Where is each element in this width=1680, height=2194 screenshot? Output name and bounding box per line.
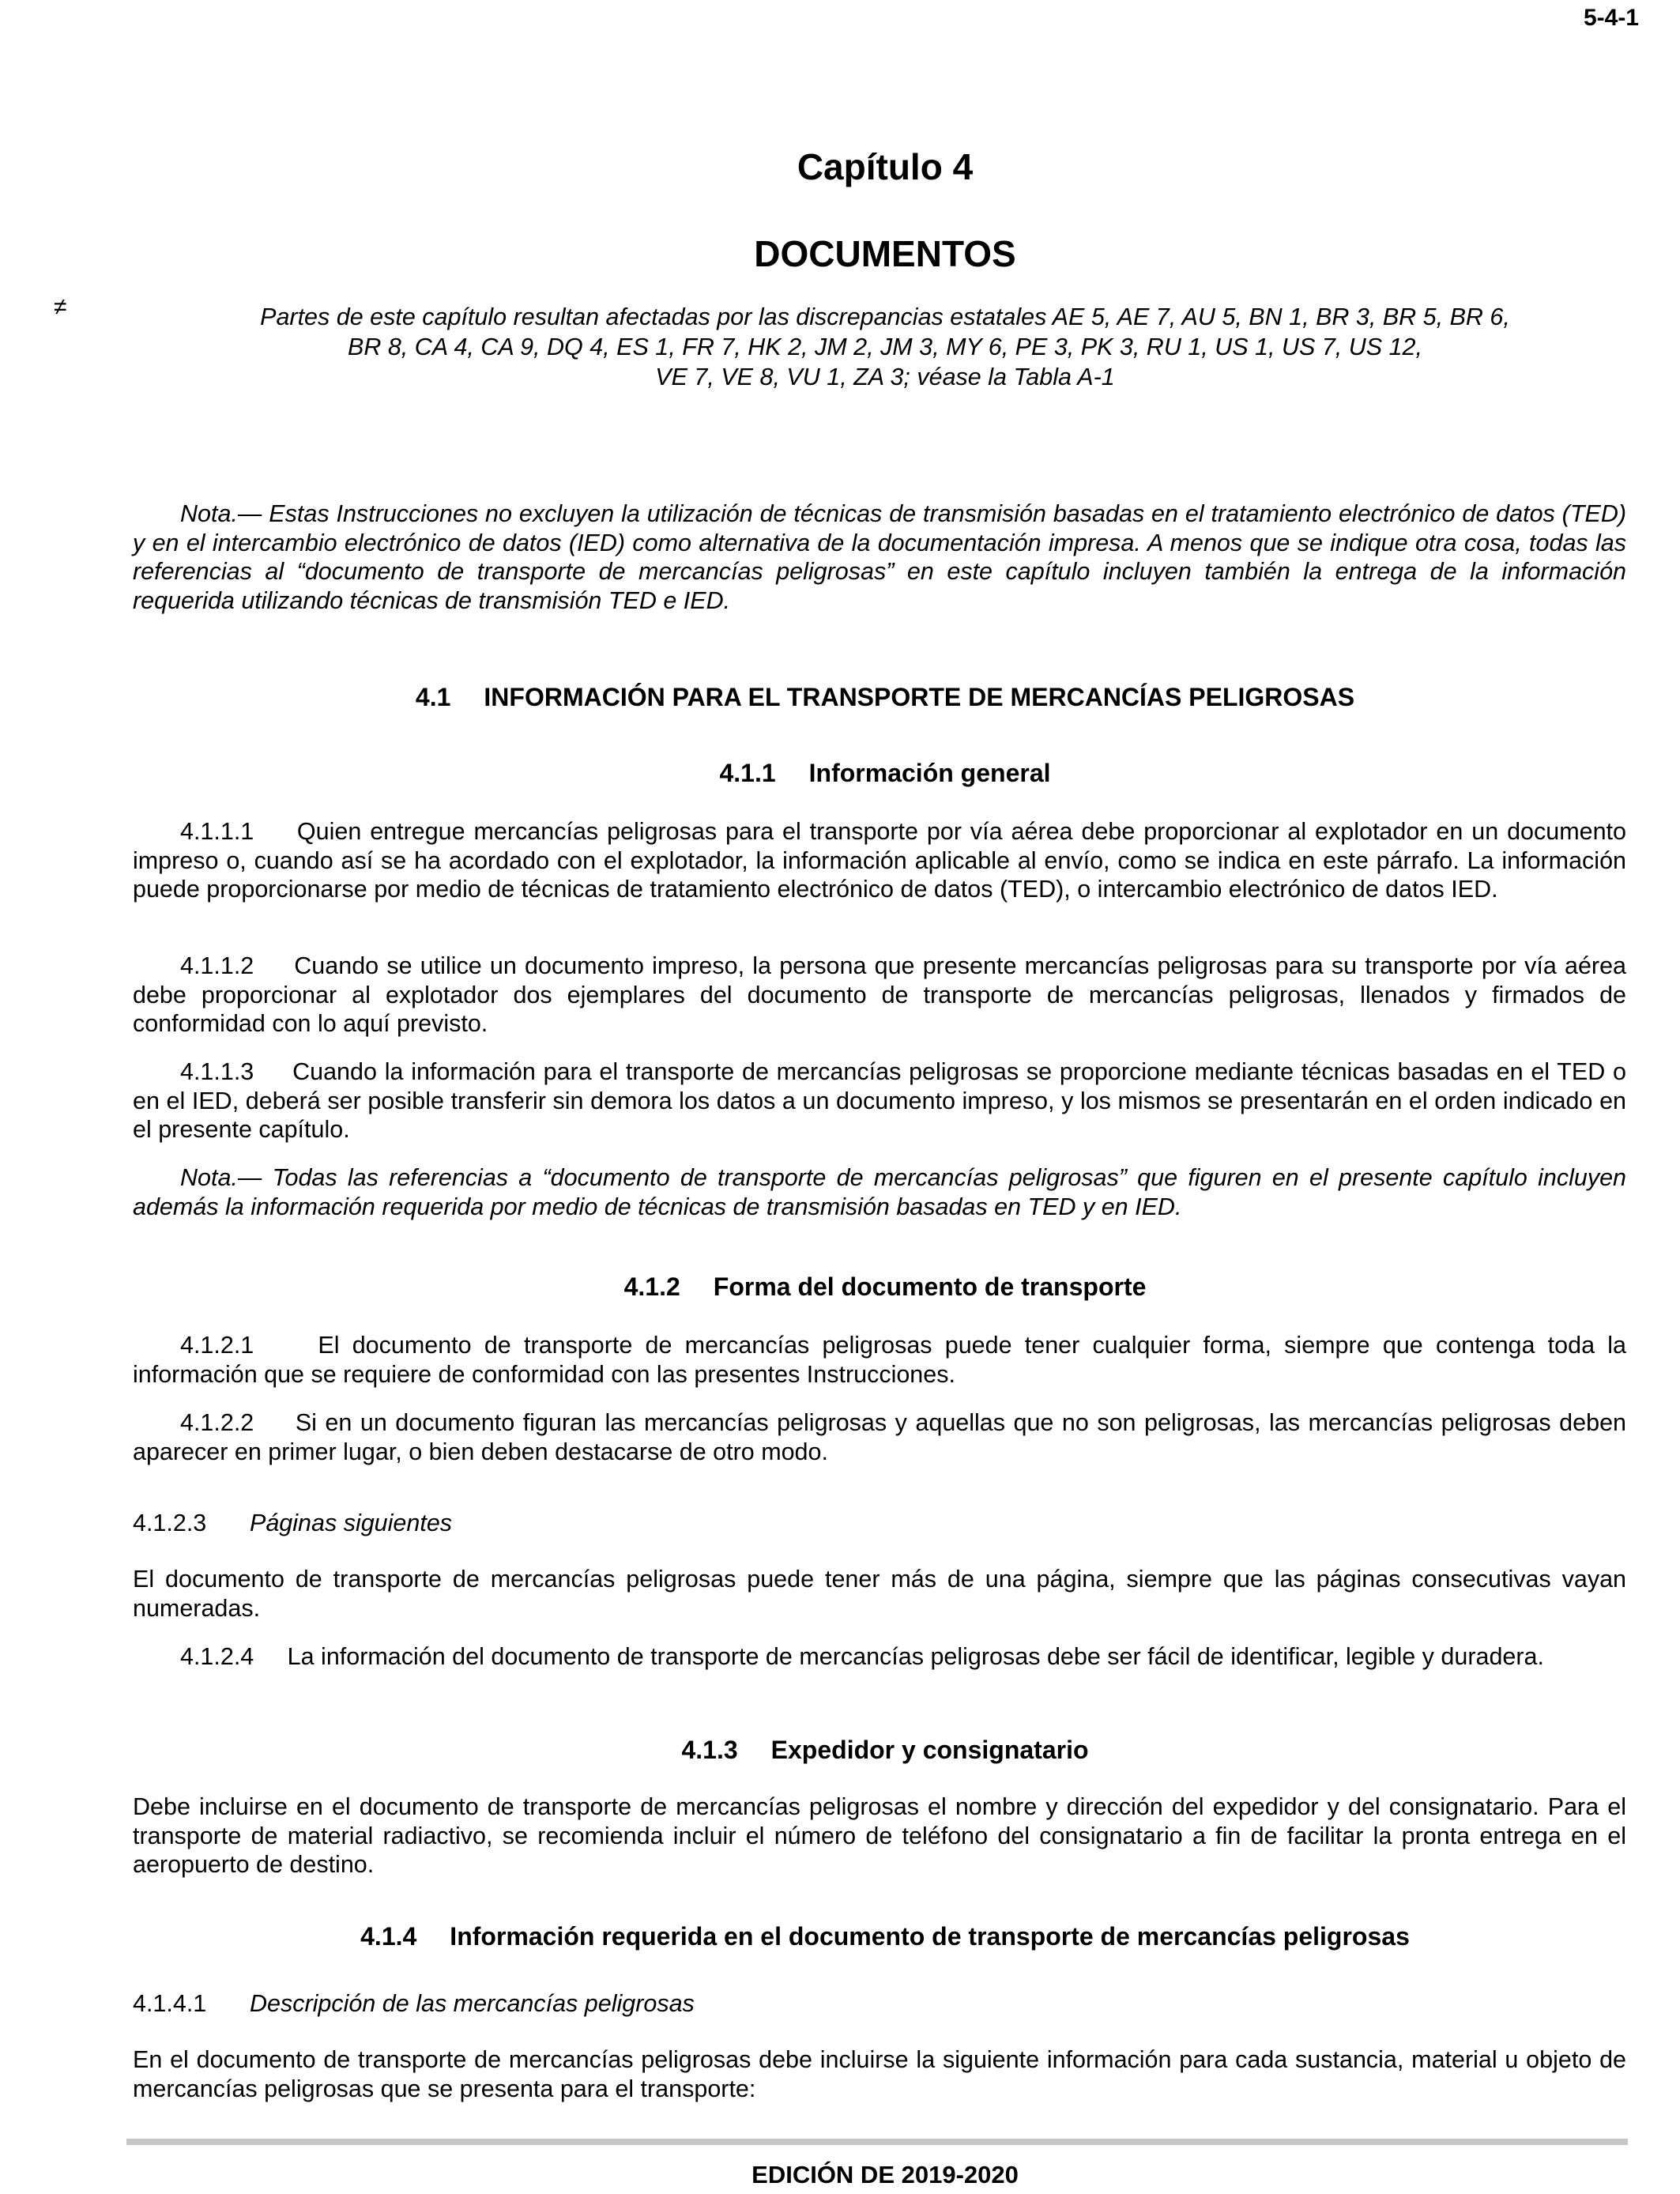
paragraph-number: 4.1.2.1	[180, 1332, 254, 1359]
section-title: Expedidor y consignatario	[770, 1736, 1089, 1764]
section-title: Información requerida en el documento de transporte de mercancías peligrosas	[450, 1922, 1410, 1951]
paragraph-text: Si en un documento figuran las mercancías peligrosas y aquellas que no son peligrosas, las mercancías peligrosas deben aparecer en primer lugar, o bien deben destacarse de otro modo.	[133, 1409, 1626, 1465]
section-number: 4.1.1	[719, 759, 776, 787]
paragraph-text: La información del documento de transporte de mercancías peligrosas debe ser fácil de identificar, legible y duradera.	[287, 1643, 1544, 1670]
subheading-title: Descripción de las mercancías peligrosas	[250, 1990, 695, 2017]
section-number: 4.1	[415, 683, 451, 711]
paragraph-text: Cuando se utilice un documento impreso, la persona que presente mercancías peligrosas para su transporte por vía aérea debe proporcionar al explotador dos ejemplares del documento de transporte de mercancías peligrosas, llenados y firmados de conformidad con lo aquí previsto.	[133, 952, 1626, 1037]
section-title: Forma del documento de transporte	[713, 1272, 1147, 1301]
subheading-4-1-4-1	[133, 1990, 695, 2018]
section-heading-4-1-3	[0, 1736, 1680, 1765]
paragraph-4-1-3-body: Debe incluirse en el documento de transporte de mercancías peligrosas el nombre y dirección del expedidor y del consignatario. Para el transporte de material radiactivo, se recomienda incluir el número de teléfono del consignatario a fin de facilitar la pronta entrega en el aeropuerto de destino.	[133, 1793, 1626, 1878]
paragraph-number: 4.1.2.4	[180, 1643, 254, 1670]
footer-rule	[126, 2139, 1628, 2145]
paragraph-4-1-1-3	[133, 1057, 1626, 1144]
section-number: 4.1.3	[681, 1736, 738, 1764]
paragraph-number: 4.1.1.1	[180, 818, 254, 845]
paragraph-4-1-2-3-body: El documento de transporte de mercancías peligrosas puede tener más de una página, siempre que las páginas consecutivas vayan numeradas.	[133, 1566, 1626, 1622]
paragraph-4-1-4-1-body: En el documento de transporte de mercancías peligrosas debe incluirse la siguiente información para cada sustancia, material u objeto de mercancías peligrosas que se presenta para el transporte:	[133, 2046, 1626, 2102]
paragraph-4-1-2-4	[133, 1642, 1626, 1672]
paragraph-text: Cuando la información para el transporte de mercancías peligrosas se proporcione mediante técnicas basadas en el TED o en el IED, deberá ser posible transferir sin demora los datos a un documento impreso, y los mismos se presentarán en el orden indicado en el presente capítulo.	[133, 1058, 1626, 1143]
note-4-1-1: Nota.— Todas las referencias a “documento de transporte de mercancías peligrosas” que figuren en el presente capítulo incluyen además la información requerida por medio de técnicas de transmisión basadas en TED y en IED.	[133, 1164, 1626, 1220]
subheading-title: Páginas siguientes	[250, 1510, 453, 1536]
paragraph-text: Quien entregue mercancías peligrosas para el transporte por vía aérea debe proporcionar al explotador en un documento impreso o, cuando así se ha acordado con el explotador, la información aplicable al envío, como se indica en este párrafo. La información puede proporcionarse por medio de técnicas de tratamiento electrónico de datos (TED), o intercambio electrónico de datos IED.	[133, 818, 1626, 903]
paragraph-text: El documento de transporte de mercancías peligrosas puede tener cualquier forma, siempre que contenga toda la información que se requiere de conformidad con las presentes Instrucciones.	[133, 1332, 1626, 1388]
section-number: 4.1.4	[360, 1922, 417, 1951]
subheading-number: 4.1.2.3	[133, 1510, 207, 1536]
section-number: 4.1.2	[623, 1272, 680, 1301]
section-heading-4-1	[0, 683, 1680, 712]
subheading-4-1-2-3	[133, 1510, 452, 1537]
section-title: Información general	[808, 759, 1051, 787]
subheading-number: 4.1.4.1	[133, 1990, 207, 2017]
page-number: 5-4-1	[1583, 5, 1639, 31]
section-heading-4-1-2	[0, 1272, 1680, 1302]
paragraph-4-1-1-1	[133, 817, 1626, 904]
document-title: DOCUMENTOS	[754, 233, 1016, 274]
paragraph-4-1-1-2	[133, 952, 1626, 1039]
section-heading-4-1-1	[0, 759, 1680, 788]
paragraph-number: 4.1.2.2	[180, 1409, 254, 1436]
discrepancy-line: Partes de este capítulo resultan afectadas por las discrepancias estatales AE 5, AE 7, AU 5, BN 1, BR 3, BR 5, BR 6,	[260, 303, 1510, 330]
paragraph-4-1-2-2	[133, 1408, 1626, 1466]
discrepancy-mark-icon: ≠	[54, 294, 67, 320]
paragraph-4-1-2-1	[133, 1331, 1626, 1389]
discrepancy-line: VE 7, VE 8, VU 1, ZA 3; véase la Tabla A-1	[655, 364, 1115, 390]
paragraph-number: 4.1.1.3	[180, 1058, 254, 1085]
state-discrepancies-note	[134, 302, 1636, 392]
edition-footer: EDICIÓN DE 2019-2020	[751, 2161, 1019, 2188]
section-heading-4-1-4	[0, 1922, 1680, 1951]
chapter-heading: Capítulo 4	[797, 146, 974, 187]
section-title: INFORMACIÓN PARA EL TRANSPORTE DE MERCANCÍAS PELIGROSAS	[484, 683, 1355, 711]
intro-note: Nota.— Estas Instrucciones no excluyen la utilización de técnicas de transmisión basadas en el tratamiento electrónico de datos (TED) y en el intercambio electrónico de datos (IED) como alternativa de la documentación impresa. A menos que se indique otra cosa, todas las referencias al “documento de transporte de mercancías peligrosas” en este capítulo incluyen también la entrega de la información requerida utilizando técnicas de transmisión TED e IED.	[133, 500, 1626, 614]
discrepancy-line: BR 8, CA 4, CA 9, DQ 4, ES 1, FR 7, HK 2, JM 2, JM 3, MY 6, PE 3, PK 3, RU 1, US 1, US 7, US 12,	[348, 334, 1422, 360]
paragraph-number: 4.1.1.2	[180, 952, 254, 979]
